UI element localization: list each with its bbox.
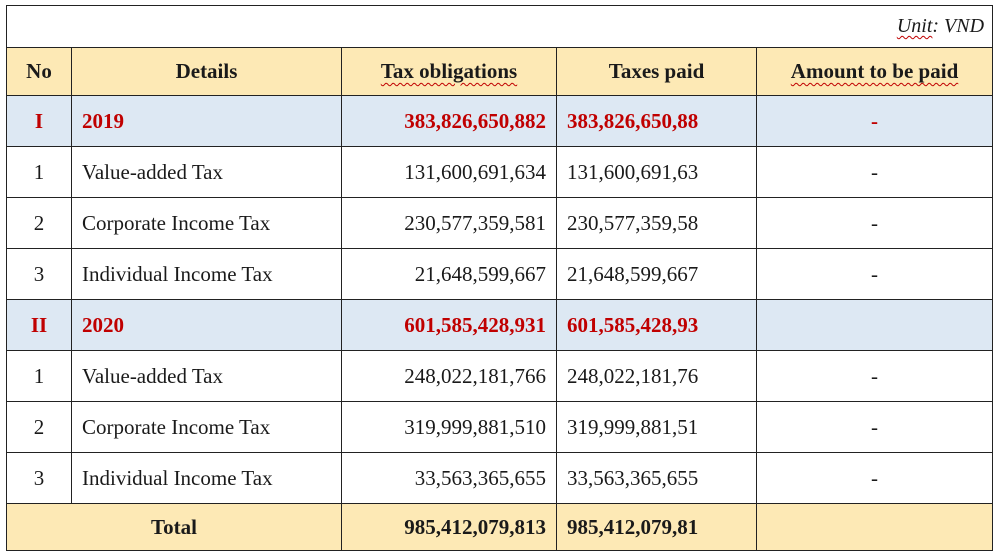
row-tax-obligations: 21,648,599,667 (342, 249, 557, 300)
col-header-amount-to-be-paid-text: Amount to be paid (790, 59, 959, 83)
col-header-taxes-paid: Taxes paid (557, 48, 757, 96)
header-row (7, 48, 993, 96)
row-tax-obligations: 131,600,691,634 (342, 147, 557, 198)
group-taxes-paid: 383,826,650,88 (557, 96, 757, 147)
group-tax-obligations: 601,585,428,931 (342, 300, 557, 351)
row-no: 2 (7, 402, 72, 453)
tax-table (6, 5, 993, 551)
unit-row (7, 6, 993, 48)
row-taxes-paid: 21,648,599,667 (557, 249, 757, 300)
row-amount-to-be-paid: - (757, 402, 993, 453)
total-tax-obligations: 985,412,079,813 (342, 504, 557, 551)
row-taxes-paid: 319,999,881,51 (557, 402, 757, 453)
row-amount-to-be-paid: - (757, 249, 993, 300)
total-row (7, 504, 993, 551)
group-no: II (7, 300, 72, 351)
group-no: I (7, 96, 72, 147)
unit-suffix: : VND (932, 15, 985, 37)
row-taxes-paid: 248,022,181,76 (557, 351, 757, 402)
table-row (7, 249, 993, 300)
table-row (7, 147, 993, 198)
table-row (7, 402, 993, 453)
row-no: 3 (7, 249, 72, 300)
row-details: Value-added Tax (72, 147, 342, 198)
unit-label (7, 6, 993, 48)
table-row (7, 453, 993, 504)
row-amount-to-be-paid: - (757, 147, 993, 198)
group-amount-to-be-paid: - (757, 96, 993, 147)
col-header-tax-obligations (342, 48, 557, 96)
total-amount-to-be-paid (757, 504, 993, 551)
row-details: Value-added Tax (72, 351, 342, 402)
total-label: Total (7, 504, 342, 551)
group-year: 2019 (72, 96, 342, 147)
row-no: 3 (7, 453, 72, 504)
col-header-amount-to-be-paid (757, 48, 993, 96)
row-amount-to-be-paid: - (757, 351, 993, 402)
row-amount-to-be-paid: - (757, 198, 993, 249)
group-year: 2020 (72, 300, 342, 351)
group-row-2019 (7, 96, 993, 147)
row-taxes-paid: 131,600,691,63 (557, 147, 757, 198)
row-details: Individual Income Tax (72, 249, 342, 300)
col-header-tax-obligations-text: Tax obligations (380, 59, 518, 83)
group-taxes-paid: 601,585,428,93 (557, 300, 757, 351)
total-taxes-paid: 985,412,079,81 (557, 504, 757, 551)
row-tax-obligations: 230,577,359,581 (342, 198, 557, 249)
row-taxes-paid: 230,577,359,58 (557, 198, 757, 249)
row-tax-obligations: 33,563,365,655 (342, 453, 557, 504)
group-row-2020 (7, 300, 993, 351)
row-taxes-paid: 33,563,365,655 (557, 453, 757, 504)
row-details: Corporate Income Tax (72, 198, 342, 249)
unit-prefix: Unit (896, 15, 933, 37)
group-amount-to-be-paid (757, 300, 993, 351)
row-tax-obligations: 248,022,181,766 (342, 351, 557, 402)
row-amount-to-be-paid: - (757, 453, 993, 504)
table-row (7, 351, 993, 402)
table-row (7, 198, 993, 249)
row-no: 1 (7, 351, 72, 402)
col-header-no: No (7, 48, 72, 96)
row-tax-obligations: 319,999,881,510 (342, 402, 557, 453)
group-tax-obligations: 383,826,650,882 (342, 96, 557, 147)
col-header-details: Details (72, 48, 342, 96)
row-no: 1 (7, 147, 72, 198)
row-details: Corporate Income Tax (72, 402, 342, 453)
row-no: 2 (7, 198, 72, 249)
row-details: Individual Income Tax (72, 453, 342, 504)
